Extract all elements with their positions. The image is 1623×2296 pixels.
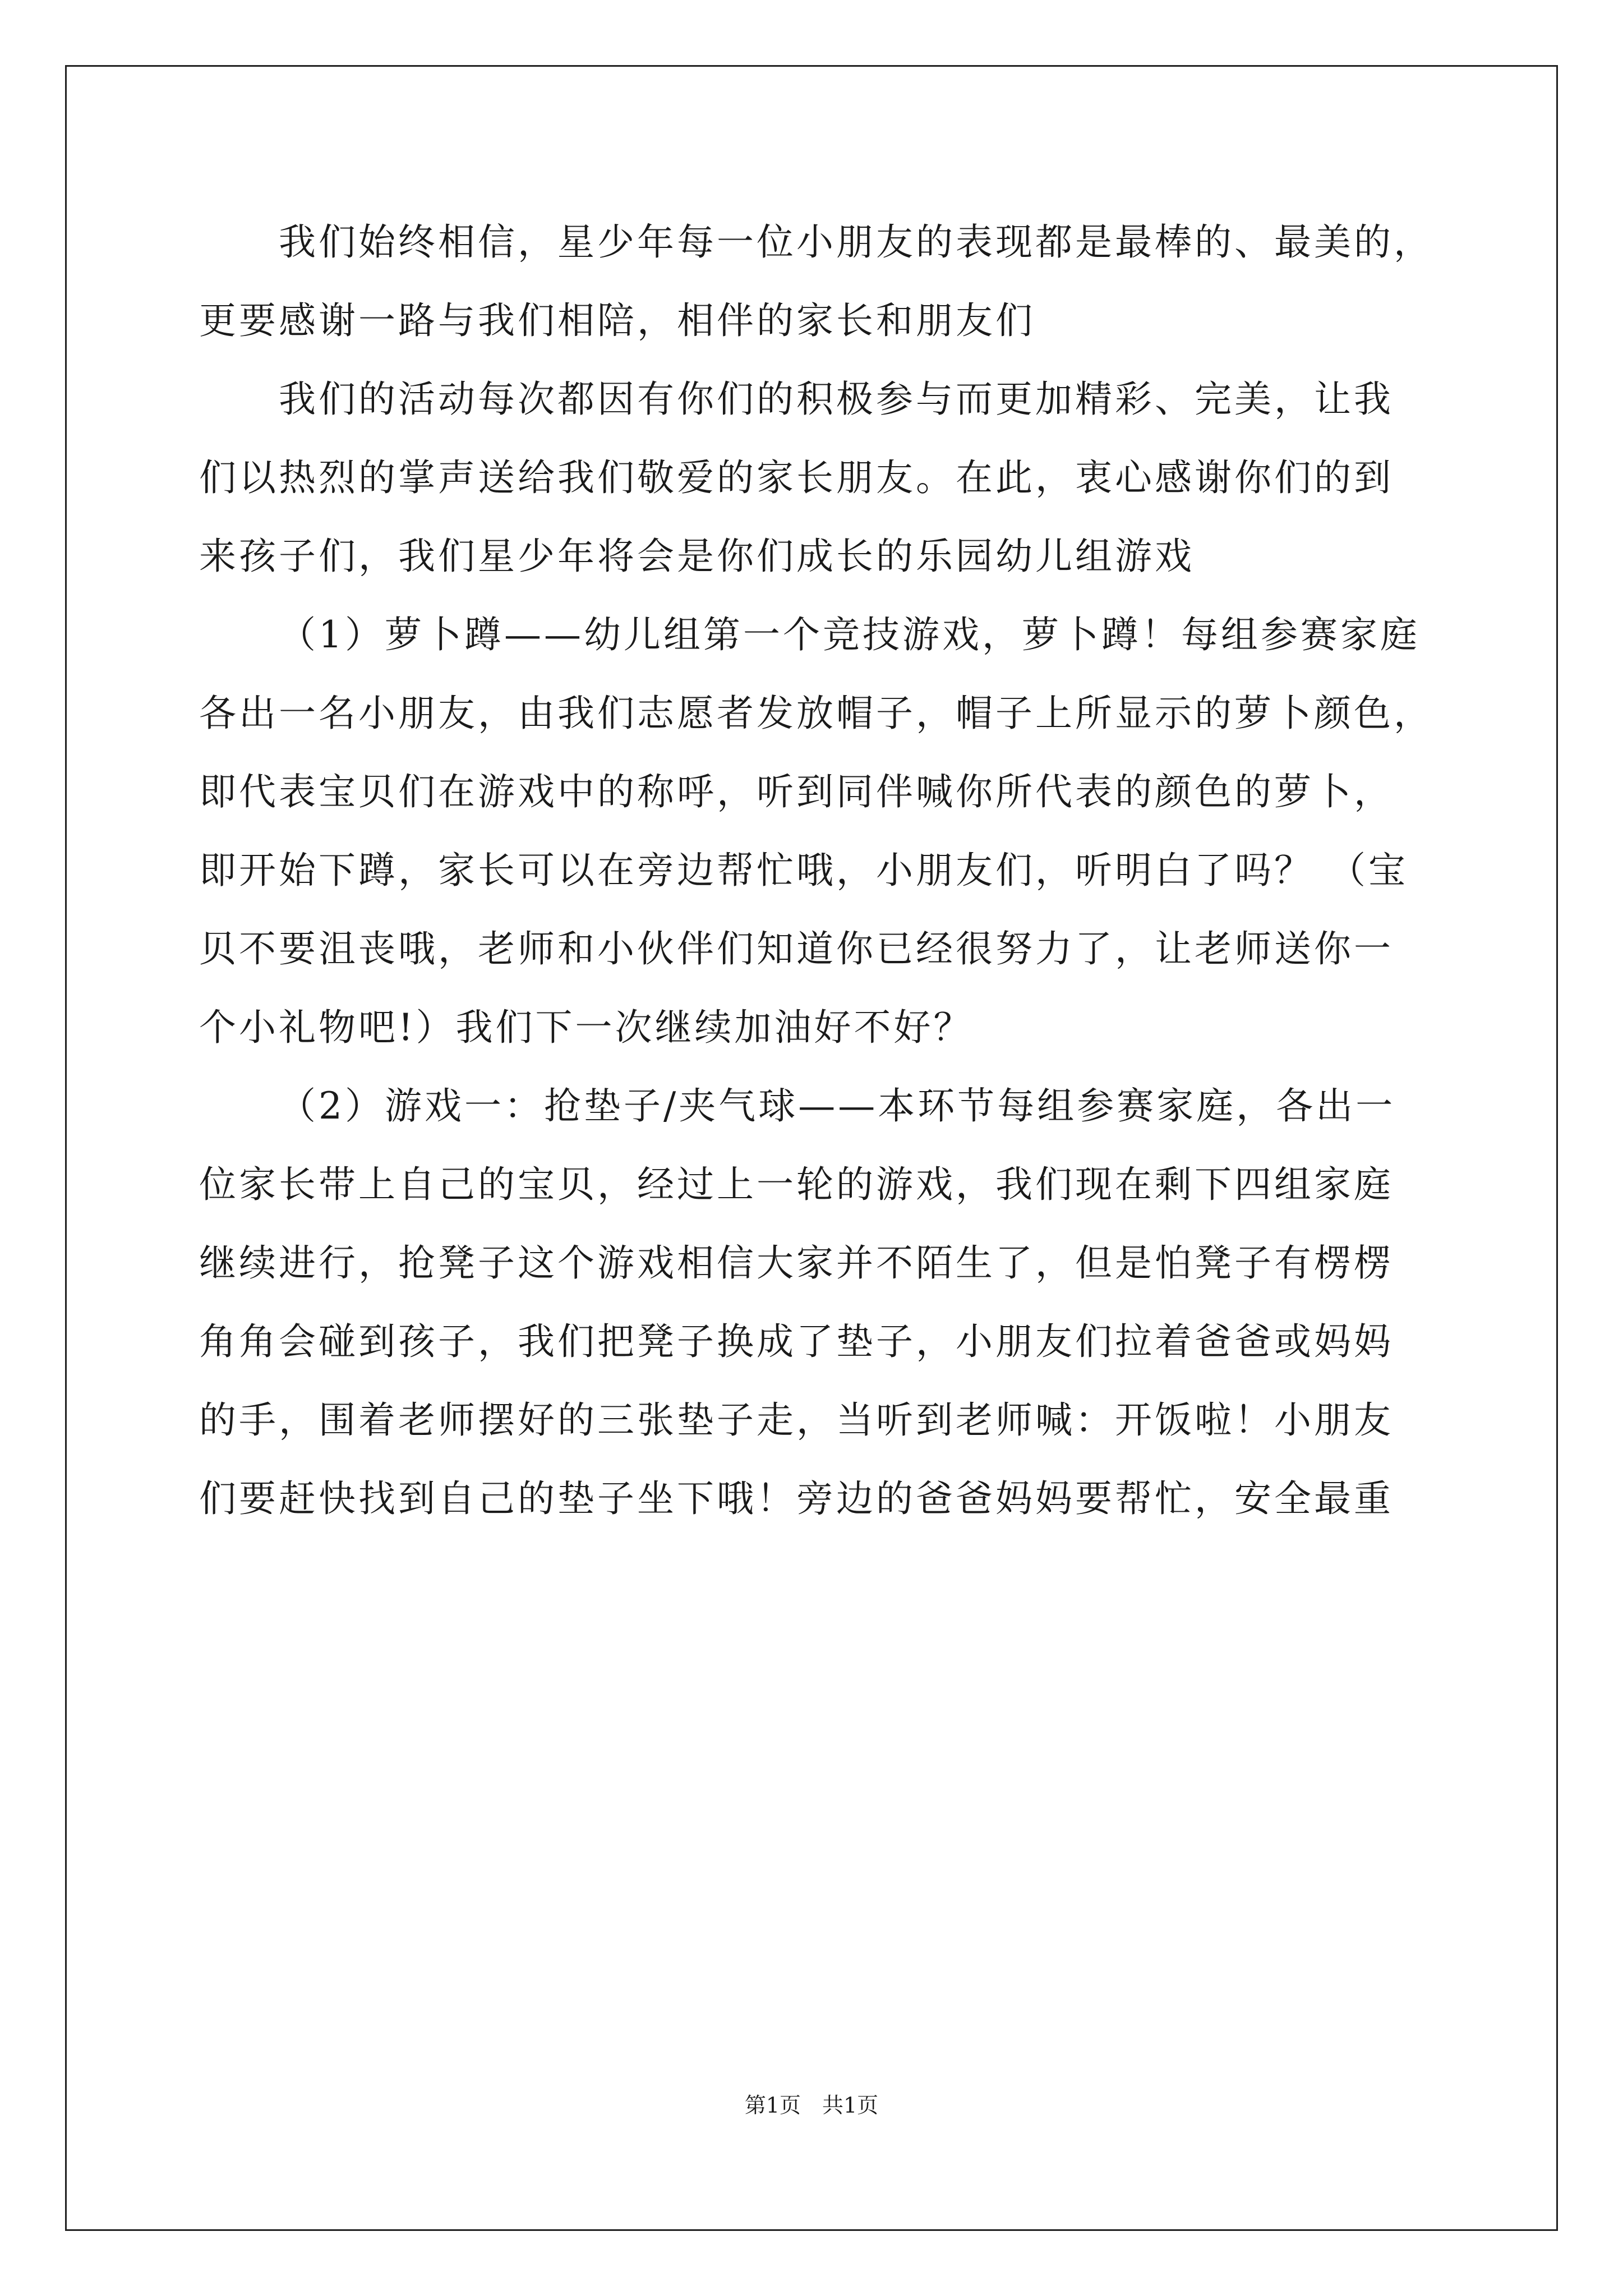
paragraph-1-line-2: 更要感谢一路与我们相陪，相伴的家长和朋友们 (199, 299, 1035, 342)
paragraph-4-line-6: 们要赶快找到自己的垫子坐下哦！旁边的爸爸妈妈要帮忙，安全最重 (199, 1477, 1394, 1520)
paragraph-3-line-4: 即开始下蹲，家长可以在旁边帮忙哦，小朋友们，听明白了吗？ （宝 (199, 849, 1408, 892)
paragraph-3-line-6: 个小礼物吧!）我们下一次继续加油好不好？ (199, 1006, 974, 1049)
page-number-footer: 第1页 共1页 (744, 2093, 879, 2118)
paragraph-2-line-1: 我们的活动每次都因有你们的积极参与而更加精彩、完美，让我 (279, 378, 1394, 421)
paragraph-4-line-4: 角角会碰到孩子，我们把凳子换成了垫子，小朋友们拉着爸爸或妈妈 (199, 1320, 1394, 1363)
paragraph-4-line-2: 位家长带上自己的宝贝，经过上一轮的游戏，我们现在剩下四组家庭 (199, 1163, 1394, 1206)
paragraph-4-line-5: 的手，围着老师摆好的三张垫子走，当听到老师喊：开饭啦！小朋友 (199, 1398, 1394, 1442)
paragraph-4-line-1: （2）游戏一：抢垫子/夹气球——本环节每组参赛家庭，各出一 (279, 1084, 1396, 1128)
paragraph-2-line-3: 来孩子们，我们星少年将会是你们成长的乐园幼儿组游戏 (199, 535, 1195, 578)
paragraph-3-line-5: 贝不要沮丧哦，老师和小伙伴们知道你已经很努力了，让老师送你一 (199, 927, 1394, 970)
paragraph-2-line-2: 们以热烈的掌声送给我们敬爱的家长朋友。在此，衷心感谢你们的到 (199, 456, 1394, 499)
paragraph-4-line-3: 继续进行，抢凳子这个游戏相信大家并不陌生了，但是怕凳子有楞楞 (199, 1241, 1394, 1285)
paragraph-3-line-2: 各出一名小朋友，由我们志愿者发放帽子，帽子上所显示的萝卜颜色， (199, 692, 1433, 735)
paragraph-3-line-1: （1）萝卜蹲——幼儿组第一个竞技游戏，萝卜蹲！每组参赛家庭 (279, 613, 1420, 656)
paragraph-3-line-3: 即代表宝贝们在游戏中的称呼，听到同伴喊你所代表的颜色的萝卜， (199, 770, 1394, 813)
paragraph-1-line-1: 我们始终相信，星少年每一位小朋友的表现都是最棒的、最美的， (279, 220, 1433, 264)
